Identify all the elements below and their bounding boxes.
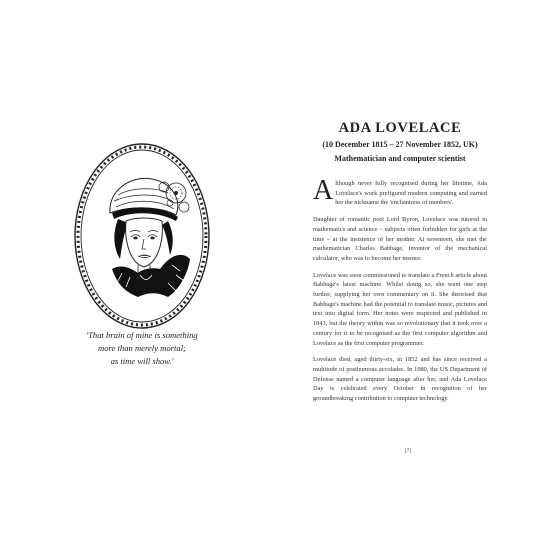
biography-page	[313, 120, 487, 411]
drop-cap: A	[313, 175, 334, 206]
body-paragraph: Lovelace was soon commissioned to translate a French article about Babbage's latest machine. Whilst doing so, she went one step further, supplying her own commentary on it. She theorised that Babbage's machine had the potential to translate music, pictures and text into digital form. Her notes were respected and published in 1843, but the theory within was so revolutionary that it took over a century for it to be recognised as the first computer algorithm and Lovelace as the first computer programmer.	[313, 271, 487, 347]
quote-line: as time will show.'	[110, 356, 174, 366]
quote-line: more than merely mortal;	[98, 343, 186, 353]
portrait-quote	[60, 329, 224, 368]
quote-line: 'That brain of mine is something	[86, 330, 198, 340]
life-dates: (10 December 1815 – 27 November 1852, UK)	[322, 140, 478, 149]
body-paragraph: Daughter of romantic poet Lord Byron, Lovelace was tutored in mathematics and science – subjects often forbidden for girls at the time – at the insistence of her mother. At seventeen, she met the mathematician Charles Babbage, inventor of the mechanical calculator, who was to become her mentor.	[313, 216, 487, 262]
page-number: [7]	[404, 448, 412, 454]
paragraph-text: lthough never fully recognised during her lifetime, Ada Lovelace's work prefigured modern computing and earned her the nickname the 'enchantress of numbers'.	[335, 180, 487, 207]
page-title: ADA LOVELACE	[338, 120, 462, 136]
body-paragraph: Lovelace died, aged thirty-six, in 1852 and has since received a multitude of posthumous accolades. In 1980, the US Department of Defense named a computer language after her, and Ada Lovelace Day is celebrated every October in recognition of her groundbreaking contribution to computer technology.	[313, 356, 487, 403]
portrait-illustration	[72, 141, 212, 331]
body-paragraph	[313, 175, 487, 208]
subtitle-role: Mathematician and computer scientist	[334, 154, 466, 163]
